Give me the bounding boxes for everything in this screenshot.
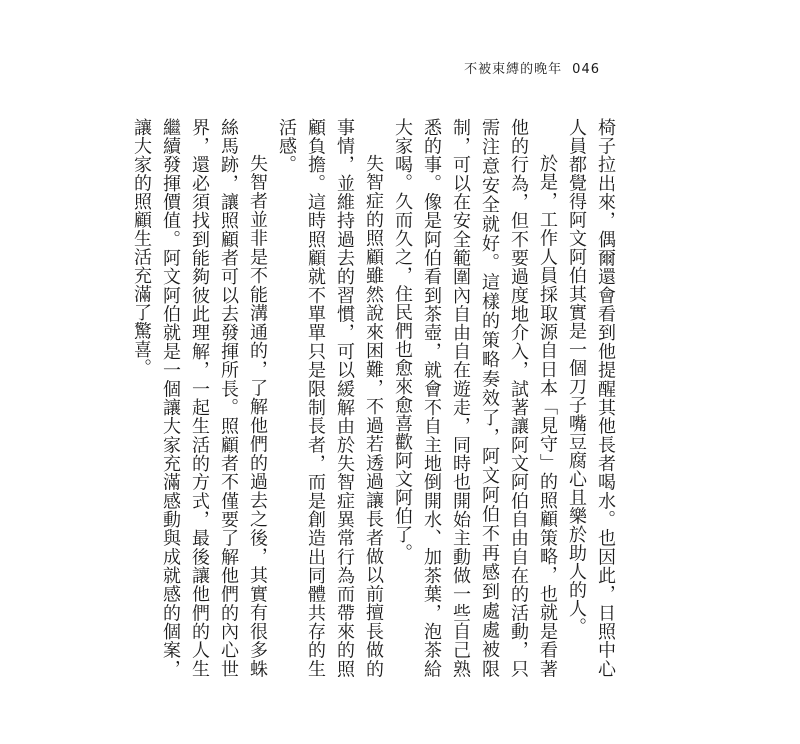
paragraph: 椅子拉出來，偶爾還會看到他提醒其他長者喝水。也因此，日照中心人員都覺得阿文阿伯其實是一個刀子嘴豆腐心且樂於助人的人。 [566,118,616,678]
page-number: 046 [572,62,600,77]
paragraph: 失智者並非是不能溝通的，了解他們的過去之後，其實有很多蛛絲馬跡，讓照顧者可以去發揮所長。照顧者不僅要了解他們的內心世界，還必須找到能夠彼此理解，一起生活的方式，最後讓他們的人生繼續發揮價值。阿文阿伯就是一個讓大家充滿感動與成就感的個案，讓大家的照顧生活充滿了驚喜。 [131,118,268,678]
running-header [464,58,600,77]
paragraph: 於是，工作人員採取源自日本「見守」的照顧策略，也就是看著他的行為，但不要過度地介入，試著讓阿文阿伯自由自在的活動，只需注意安全就好。這樣的策略奏效了，阿文阿伯不再感到處處被限制，可以在安全範圍內自由自在遊走，同時也開始主動做一些自己熟悉的事。像是阿伯看到茶壺，就會不自主地倒開水、加茶葉，泡茶給大家喝。久而久之，住民們也愈來愈喜歡阿文阿伯了。 [392,118,558,678]
paragraph: 失智症的照顧雖然說來困難，不過若透過讓長者做以前擅長做的事情，並維持過去的習慣，可以緩解由於失智症異常行為而帶來的照顧負擔。這時照顧就不單單只是限制長者，而是創造出同體共存的生活感。 [276,118,384,678]
book-title: 不被束縛的晚年 [464,62,563,77]
body-text [127,118,620,678]
